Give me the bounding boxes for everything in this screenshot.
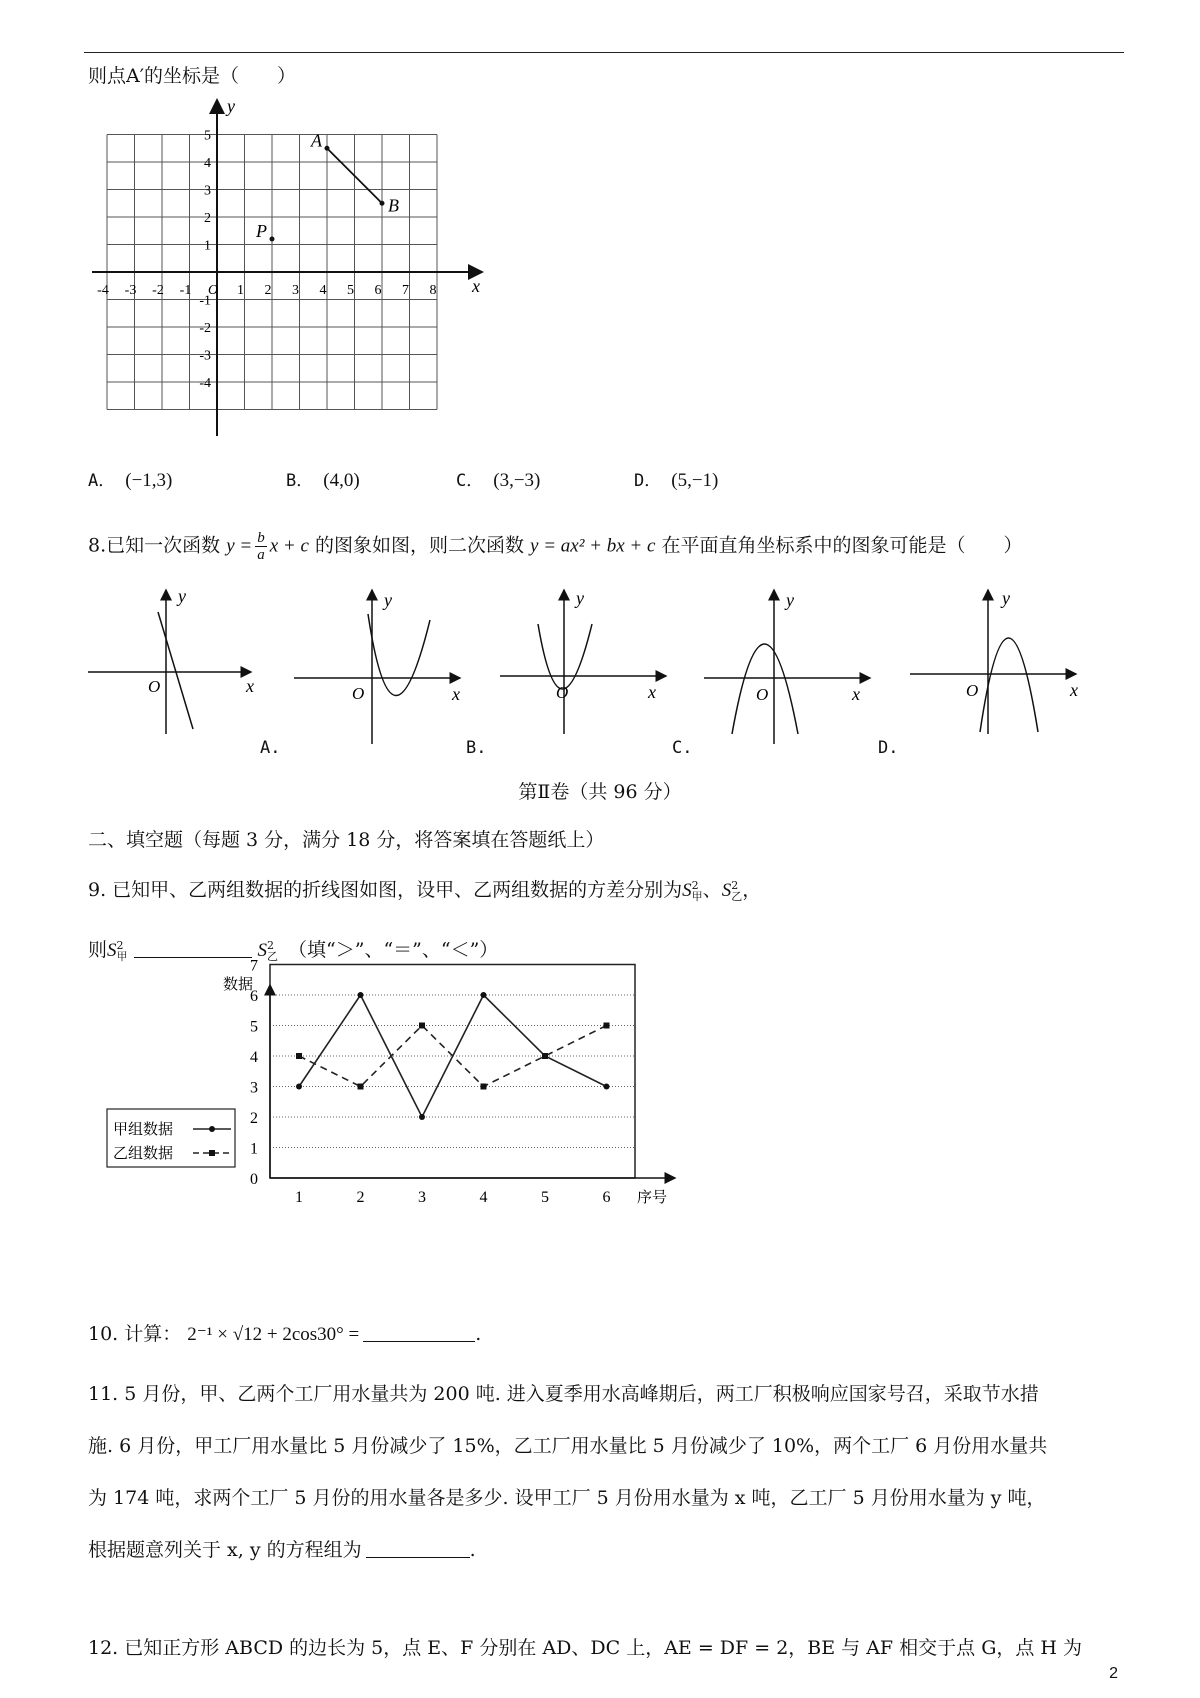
q9-line-chart: [105, 957, 745, 1285]
point-b: [380, 201, 385, 206]
q8-graph-a: [292, 584, 467, 749]
data-point-yi: [419, 1023, 425, 1029]
data-point-yi: [358, 1084, 364, 1090]
data-point-yi: [296, 1053, 302, 1059]
q9-answer-blank[interactable]: [134, 937, 252, 958]
x-tick-label: 6: [374, 283, 382, 298]
x-tick-label: O: [207, 283, 219, 298]
svg-text:y: y: [1002, 588, 1010, 608]
q11-line-2: 施. 6 月份，甲工厂用水量比 5 月份减少了 15%，乙工厂用水量比 5 月份减少了 10%，两个工厂 6 月份用水量共: [88, 1435, 1048, 1457]
x-tick-label: 5: [541, 1189, 549, 1206]
y-tick-label: 5: [204, 128, 211, 144]
x-tick-label: -2: [152, 283, 164, 298]
q8-graph-b: [498, 584, 673, 739]
y-tick-label: 0: [250, 1171, 258, 1188]
x-tick-label: 4: [479, 1189, 488, 1206]
y-axis-label: y: [227, 96, 235, 116]
x-tick-label: 7: [402, 283, 409, 298]
svg-text:x: x: [852, 684, 860, 704]
q8-option-a[interactable]: A.: [260, 738, 281, 758]
plot-frame: [270, 965, 635, 1179]
x-tick-label: 8: [429, 283, 437, 298]
svg-text:x: x: [648, 682, 656, 702]
x-tick-label: 5: [347, 283, 354, 298]
point-label-b: B: [388, 195, 399, 216]
svg-text:x: x: [246, 676, 254, 696]
svg-text:O: O: [756, 685, 769, 704]
q7-option-b[interactable]: B． (4,0): [286, 470, 360, 491]
q8-graph-linear: [86, 584, 261, 739]
q7-stem: 则点A′的坐标是（ ）: [88, 65, 297, 87]
q8-graph-d: [908, 584, 1083, 739]
y-tick-label: -4: [199, 376, 211, 391]
y-tick-label: 2: [204, 211, 211, 226]
x-tick-label: 2: [264, 283, 272, 298]
svg-text:x: x: [452, 684, 460, 704]
q8-option-c[interactable]: C.: [672, 738, 693, 758]
q8-option-d[interactable]: D.: [878, 738, 899, 758]
y-tick-label: 1: [250, 1140, 258, 1158]
data-point-jia: [419, 1114, 425, 1120]
svg-text:O: O: [352, 684, 365, 703]
page-number: 2: [1109, 1665, 1118, 1682]
data-point-jia: [358, 992, 364, 998]
data-point-jia: [481, 992, 487, 998]
chart-legend: [107, 1109, 235, 1167]
y-tick-label: 5: [250, 1018, 258, 1036]
x-tick-label: -1: [179, 283, 192, 298]
x-tick-label: 1: [295, 1189, 303, 1206]
x-axis-label: 序号: [637, 1190, 668, 1206]
svg-text:y: y: [576, 588, 584, 608]
y-tick-label: 3: [204, 183, 211, 199]
q11-line-4: 根据题意列关于 x, y 的方程组为 .: [88, 1539, 476, 1561]
svg-text:y: y: [178, 586, 186, 606]
x-tick-label: 2: [356, 1189, 365, 1206]
q11-line-1: 11. 5 月份，甲、乙两个工厂用水量共为 200 吨. 进入夏季用水高峰期后，两工厂积极响应国家号召，采取节水措: [88, 1383, 1039, 1405]
legend-label: 乙组数据: [113, 1146, 174, 1162]
point-p: [270, 237, 275, 242]
data-point-yi: [481, 1084, 487, 1090]
q10-stem: 10. 计算： 2⁻¹ × √12 + 2cos30° = .: [88, 1323, 482, 1345]
y-tick-label: -3: [199, 348, 211, 364]
y-tick-label: 6: [250, 988, 258, 1005]
q11-line-3: 为 174 吨，求两个工厂 5 月份的用水量各是多少. 设甲工厂 5 月份用水量为 x 吨，乙工厂 5 月份用水量为 y 吨，: [88, 1487, 1046, 1509]
svg-text:O: O: [556, 683, 569, 702]
q11-answer-blank[interactable]: [366, 1537, 470, 1558]
x-tick-label: 3: [418, 1189, 426, 1206]
q10-answer-blank[interactable]: [363, 1321, 475, 1342]
q8-linear-origin: O: [148, 677, 161, 696]
legend-label: 甲组数据: [113, 1122, 174, 1138]
point-a: [325, 146, 330, 151]
svg-text:O: O: [966, 681, 979, 700]
x-tick-label: 4: [319, 283, 327, 298]
section-fill-in-blank: 二、填空题（每题 3 分，满分 18 分，将答案填在答题纸上）: [88, 829, 605, 851]
y-tick-label: 4: [250, 1049, 258, 1066]
q7-option-a[interactable]: A． (−1,3): [88, 470, 173, 491]
x-tick-label: 6: [602, 1189, 611, 1206]
svg-text:y: y: [786, 590, 794, 610]
y-tick-label: 1: [204, 238, 211, 254]
q7-coordinate-grid: [90, 96, 520, 441]
y-tick-label: -2: [199, 321, 211, 336]
header-rule: [84, 52, 1124, 53]
y-tick-label: 4: [204, 156, 211, 171]
y-tick-label: 2: [250, 1110, 258, 1127]
point-label-p: P: [256, 221, 267, 241]
data-point-jia: [604, 1084, 610, 1090]
q8-graph-c: [702, 584, 877, 749]
q7-option-d[interactable]: D． (5,−1): [634, 470, 719, 491]
svg-text:x: x: [1070, 680, 1078, 700]
y-tick-label: 3: [250, 1079, 258, 1097]
data-point-yi: [542, 1053, 548, 1059]
data-point-jia: [296, 1084, 302, 1090]
x-tick-label: -3: [124, 283, 137, 298]
q9-comparison: 则S 2 甲 S 2 乙 （填“＞”、“＝”、“＜”）: [88, 939, 499, 963]
legend-marker: [209, 1126, 215, 1132]
y-axis-label: 数据: [223, 977, 254, 993]
q12-stem: 12. 已知正方形 ABCD 的边长为 5，点 E、F 分别在 AD、DC 上，AE = DF = 2，BE 与 AF 相交于点 G，点 H 为: [88, 1637, 1083, 1659]
q7-option-c[interactable]: C． (3,−3): [456, 470, 541, 491]
data-point-yi: [604, 1023, 610, 1029]
point-label-a: A: [311, 130, 322, 151]
x-tick-label: -4: [97, 283, 109, 298]
y-tick-label: -1: [199, 293, 211, 309]
x-axis-label: x: [472, 276, 480, 296]
x-tick-label: 3: [292, 283, 299, 298]
x-tick-label: 1: [237, 283, 244, 298]
q9-stem: 9. 已知甲、乙两组数据的折线图如图，设甲、乙两组数据的方差分别为S 2 甲 、S 2 乙 ，: [88, 879, 762, 903]
y-tick-label: 7: [250, 957, 258, 975]
svg-text:y: y: [384, 590, 392, 610]
q8-stem: 8.已知一次函数 y = $\frac{b}{a}$ x + c 的图象如图，则二次函数 y = ax² + bx + c 在平面直角坐标系中的图象可能是（ ）: [88, 530, 1023, 563]
legend-marker: [209, 1150, 215, 1156]
q8-option-b[interactable]: B.: [466, 738, 487, 758]
part2-title: 第Ⅱ卷（共 96 分）: [518, 781, 682, 803]
